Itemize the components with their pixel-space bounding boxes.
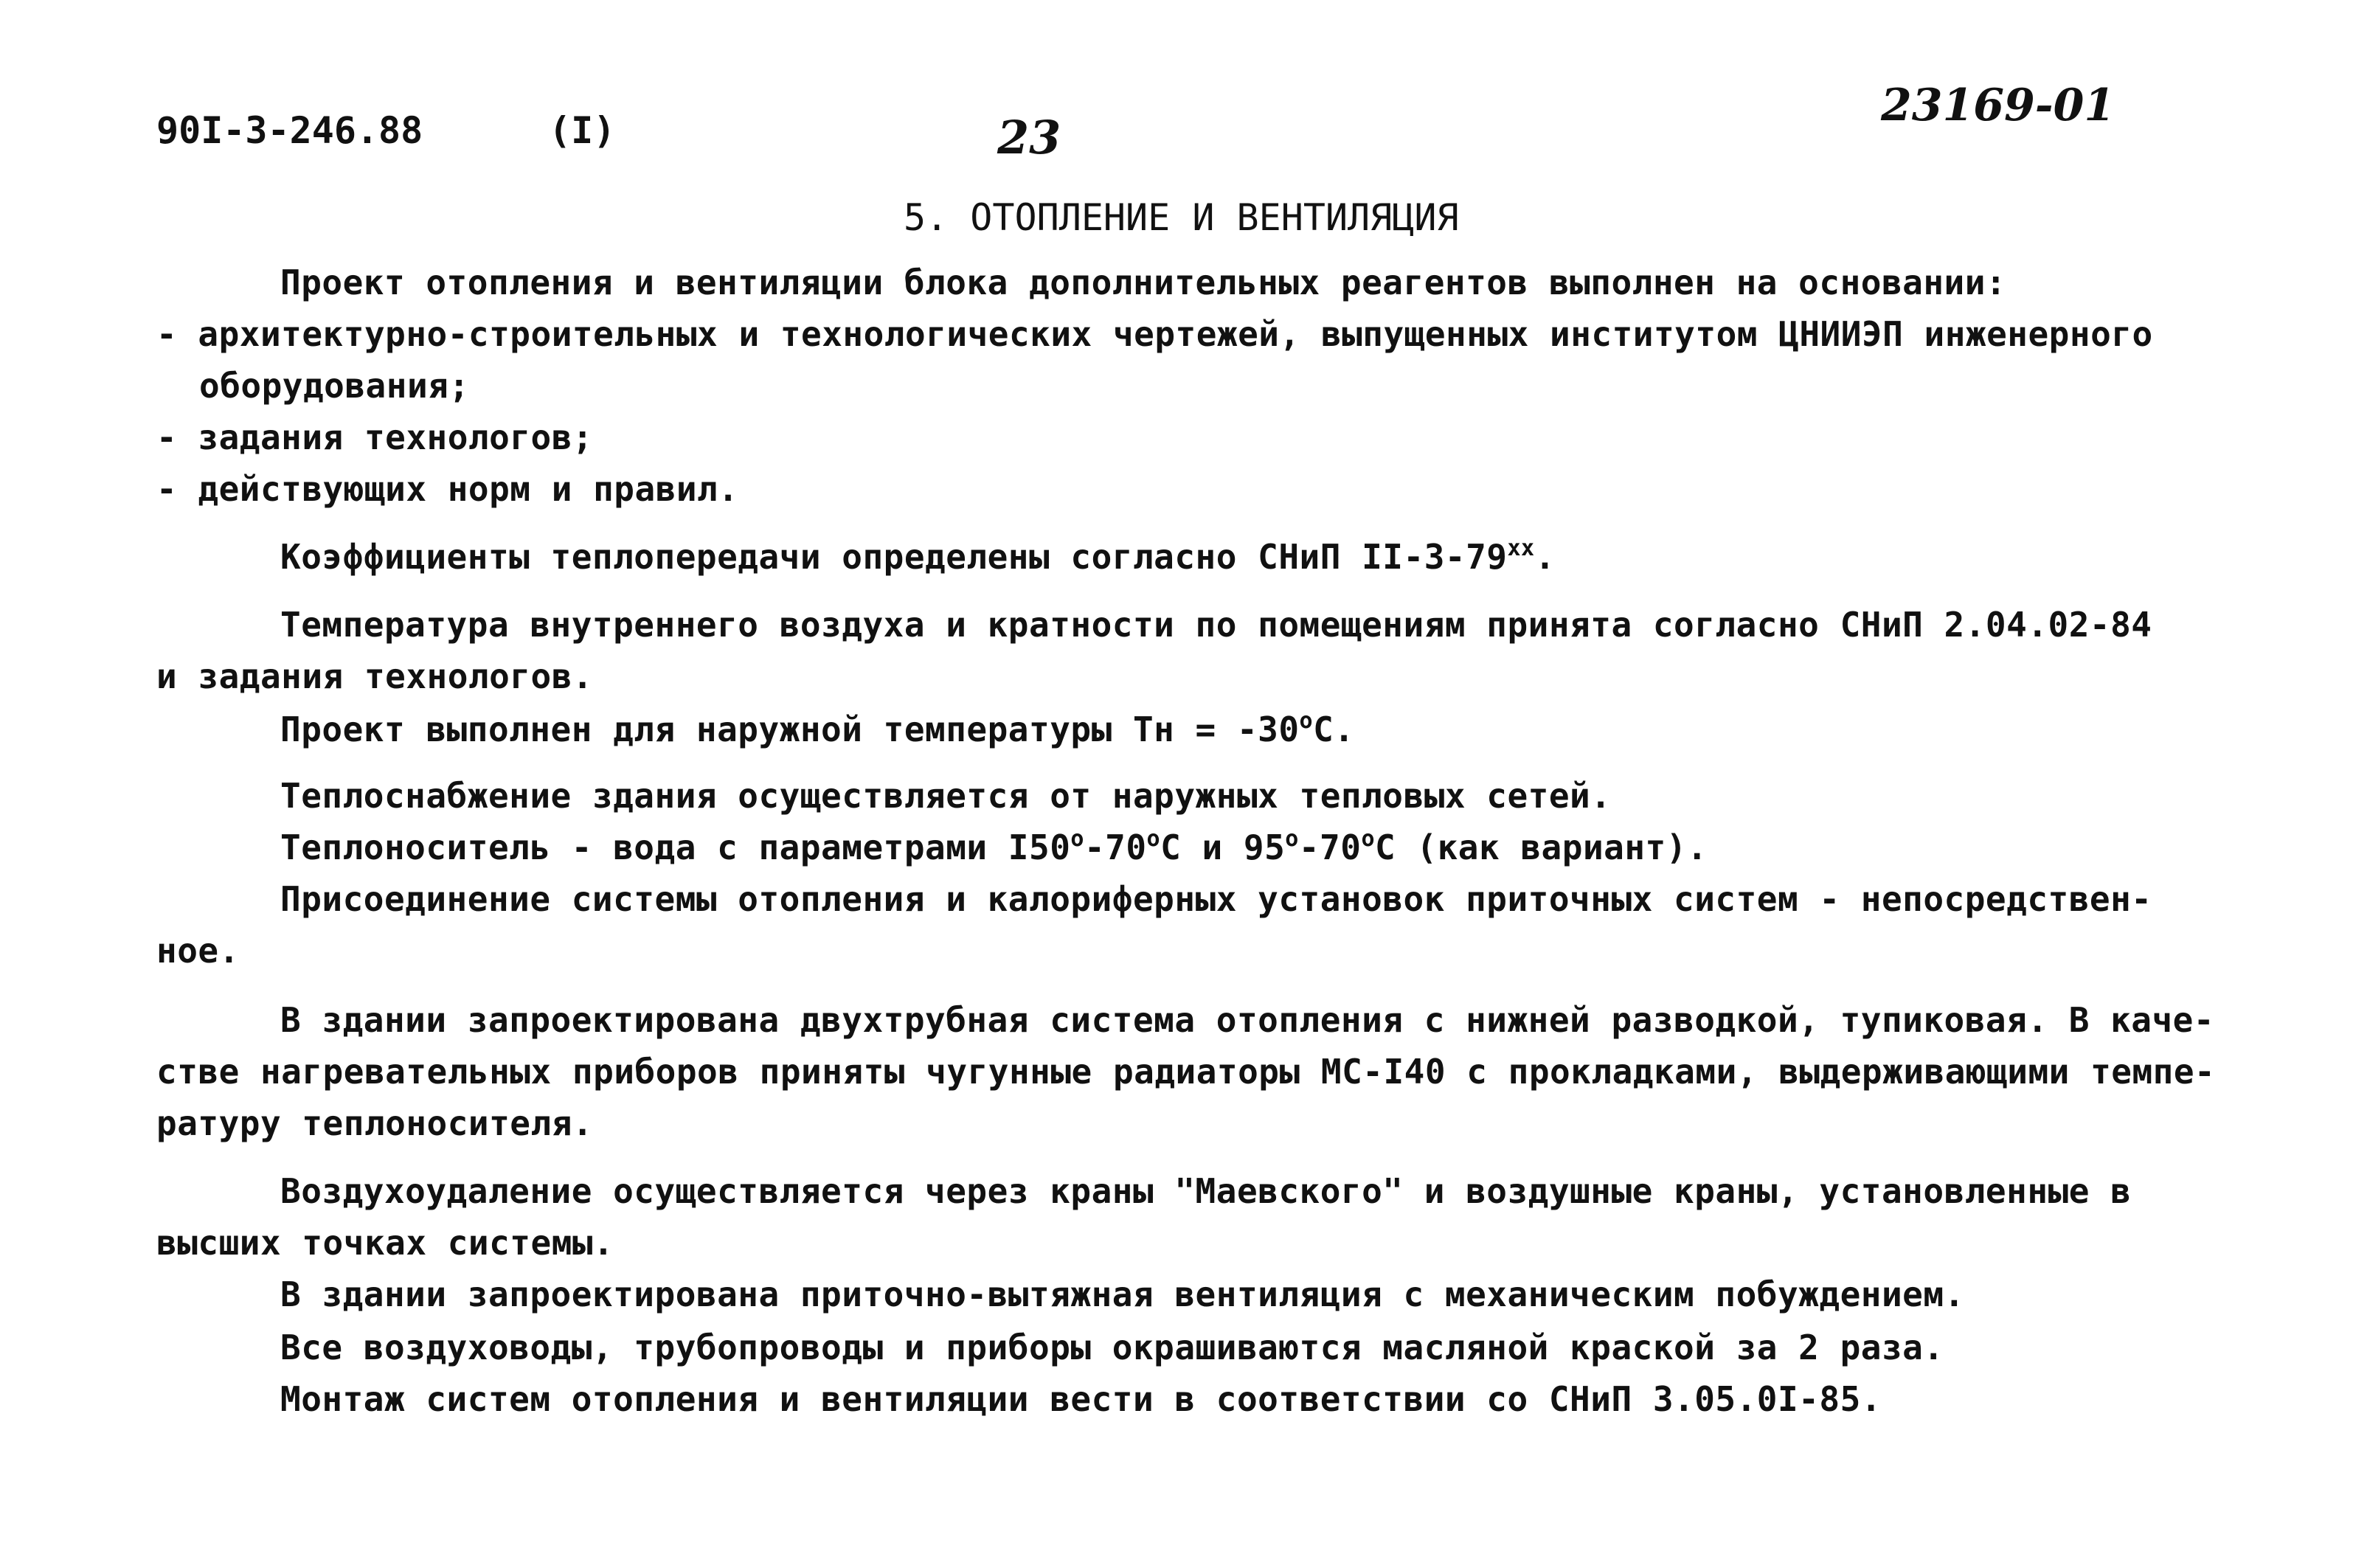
text-run: . [1534,537,1556,577]
list-item: - архитектурно-строительных и технологических чертежей, выпущенных институтом ЦНИИЭП инженерного [156,314,2153,354]
paragraph-line: Воздухоудаление осуществляется через краны "Маевского" и воздушные краны, установленные в [280,1171,2132,1211]
list-item: - действующих норм и правил. [156,469,739,509]
paragraph-line: Монтаж систем отопления и вентиляции вести в соответствии со СНиП 3.05.0I-85. [280,1379,1882,1419]
paragraph-line [280,710,1354,749]
paragraph-line: Теплоснабжение здания осуществляется от наружных тепловых сетей. [280,776,1612,816]
superscript: хх [1507,535,1535,561]
section-title: 5. ОТОПЛЕНИЕ И ВЕНТИЛЯЦИЯ [904,196,1459,239]
degree-sign: o [1361,826,1375,852]
paragraph-line: В здании запроектирована приточно-вытяжная вентиляция с механическим побуждением. [280,1274,1965,1314]
text-run: С и 95 [1160,828,1286,867]
paragraph-line: стве нагревательных приборов приняты чугунные радиаторы МС-I40 с прокладками, выдерживающими темпе- [156,1052,2216,1092]
archive-number: 23169-01 [1881,80,2115,131]
text-run: С. [1313,710,1355,749]
paragraph-line [280,828,1708,867]
paragraph-line: Присоединение системы отопления и калориферных установок приточных систем - непосредствен- [280,879,2152,919]
text-run: С (как вариант). [1375,828,1708,867]
paragraph-line: высших точках системы. [156,1223,614,1263]
degree-sign: o [1299,708,1314,734]
paragraph-line: и задания технологов. [156,656,594,696]
list-item-continuation: оборудования; [199,366,470,406]
degree-sign: o [1070,826,1084,852]
text-run: -70 [1084,828,1147,867]
paragraph-line: ратуру теплоносителя. [156,1103,594,1143]
part-number: (I) [549,109,616,152]
degree-sign: o [1285,826,1299,852]
text-run: Коэффициенты теплопередачи определены согласно СНиП II-3-79 [280,537,1508,577]
text-run: -70 [1298,828,1362,867]
text-run: Теплоноситель - вода с параметрами I50 [280,828,1071,867]
page-number: 23 [997,111,1061,164]
text-run: Проект выполнен для наружной температуры Тн = -30 [280,710,1300,749]
paragraph-line [280,537,1556,577]
document-code: 90I-3-246.88 [156,109,423,152]
paragraph-line: ное. [156,931,240,971]
paragraph-line: Все воздуховоды, трубопроводы и приборы окрашиваются масляной краской за 2 раза. [280,1328,1944,1367]
paragraph-line: В здании запроектирована двухтрубная система отопления с нижней разводкой, тупиковая. В каче- [280,1000,2215,1040]
list-item: - задания технологов; [156,417,594,457]
degree-sign: o [1146,826,1161,852]
paragraph-line: Проект отопления и вентиляции блока дополнительных реагентов выполнен на основании: [280,263,2007,302]
paragraph-line: Температура внутреннего воздуха и кратности по помещениям принята согласно СНиП 2.04.02-84 [280,605,2152,645]
